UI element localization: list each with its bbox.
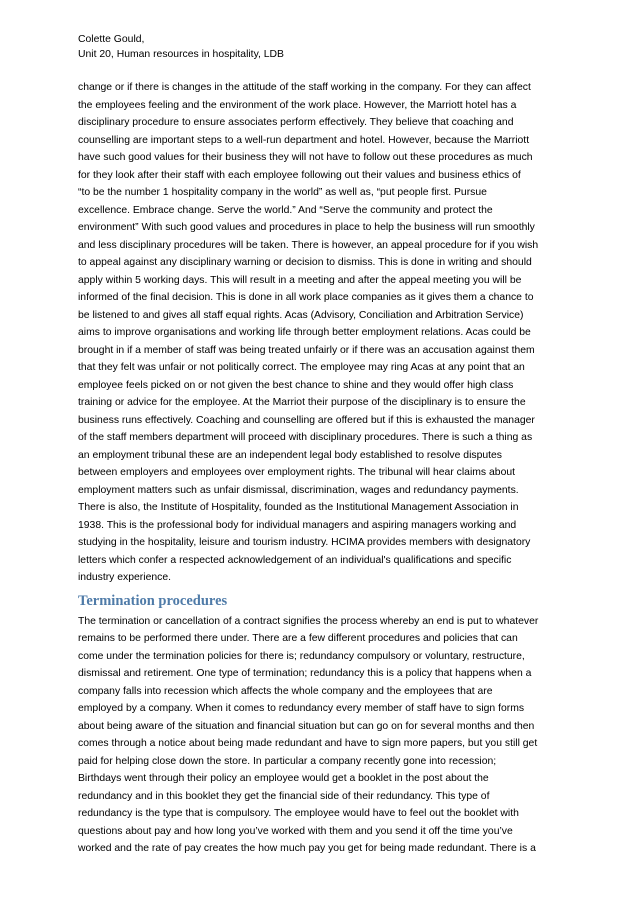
text-line: company falls into recession which affects the whole company and the employees that are	[78, 685, 493, 697]
text-line: There is also, the Institute of Hospitality, founded as the Institutional Management Association in	[78, 502, 519, 513]
text-line: Birthdays went through their policy an employee would get a booklet in the post about the	[78, 773, 489, 784]
text-line: the employees feeling and the environment of the work place. However, the Marriott hotel has a	[78, 99, 517, 111]
text-line: aims to improve organisations and working life through better employment relations. Acas could be	[78, 327, 531, 338]
text-line: an employment tribunal these are an independent legal body established to resolve disputes	[78, 449, 502, 461]
text-line: training or advice for the employee. At the Marriot their purpose of the disciplinary is to ensure the	[78, 397, 526, 408]
text-line: apply within 5 working days. This will result in a meeting and after the appeal meeting you will be	[78, 274, 522, 286]
text-line: studying in the hospitality, leisure and tourism industry. HCIMA provides members with designatory	[78, 537, 531, 548]
text-line: employee feels picked on or not given the best chance to shine and they would offer high class	[78, 379, 514, 391]
text-line: disciplinary procedure to ensure associates perform effectively. They believe that coaching and	[78, 117, 514, 128]
text-line: that they felt was unfair or not politically correct. The employee may ring Acas at any point that an	[78, 362, 525, 373]
text-line: and less disciplinary procedures will be taken. There is however, an appeal procedure for if you wish	[78, 239, 539, 251]
author-name: Colette Gould,	[78, 34, 145, 45]
text-line: change or if there is changes in the attitude of the staff working in the company. For they can affect	[78, 82, 531, 93]
text-line: redundancy and in this booklet they get the financial side of their redundancy. This type of	[78, 790, 490, 802]
text-line: questions about pay and how long you’ve worked with them and you send it off the time you’ve	[78, 825, 513, 837]
text-line: 1938. This is the professional body for individual managers and aspiring managers working and	[78, 519, 517, 531]
text-line: employed by a company. When it comes to redundancy every member of staff have to sign forms	[78, 703, 525, 714]
text-line: letters which confer a respected acknowledgement of an individual's qualifications and specific	[78, 554, 512, 566]
document-page	[78, 32, 563, 858]
text-line: business runs effectively. Coaching and counselling are offered but if this is exhausted the manager	[78, 414, 535, 426]
paragraph-discipline	[78, 79, 563, 587]
text-line: industry experience.	[78, 572, 171, 583]
text-line: comes through a notice about being made redundant and have to sign more papers, but you still get	[78, 738, 538, 749]
text-line: have such good values for their business they will not have to follow out these procedures as much	[78, 152, 533, 163]
text-line: to appeal against any disciplinary warning or decision to dismiss. This is done in writing and should	[78, 257, 532, 268]
document-header	[78, 32, 563, 62]
text-line: remains to be performed there under. There are a few different procedures and policies that can	[78, 633, 518, 644]
text-line: be listened to and gives all staff equal rights. Acas (Advisory, Conciliation and Arbitration Service)	[78, 309, 524, 321]
section-heading-termination: Termination procedures	[78, 592, 228, 609]
text-line: environment” With such good values and procedures in place to help the business will run smoothly	[78, 222, 535, 233]
unit-title: Unit 20, Human resources in hospitality, LDB	[78, 49, 284, 60]
text-line: redundancy is the type that is compulsory. The employee would have to feel out the booklet with	[78, 808, 519, 819]
text-line: counselling are important steps to a well-run department and hotel. However, because the Marriott	[78, 134, 530, 146]
text-line: of the staff members department will proceed with disciplinary procedures. There is such a thing as	[78, 432, 533, 443]
text-line: paid for helping close down the store. In particular a company recently gone into recession;	[78, 755, 497, 767]
text-line: informed of the final decision. This is done in all work place companies as it gives them a chance to	[78, 292, 534, 303]
text-line: between employers and employees over employment rights. The tribunal will hear claims about	[78, 467, 516, 478]
text-line: about being aware of the situation and financial situation but can go on for several months and then	[78, 720, 535, 732]
paragraph-termination	[78, 613, 563, 858]
text-line: “to be the number 1 hospitality company in the world” as well as, “put people first. Pursue	[78, 187, 487, 198]
text-line: excellence. Embrace change. Serve the world.” And “Serve the community and protect the	[78, 204, 493, 216]
text-line: worked and the rate of pay creates the how much pay you get for being made redundant. There is a	[78, 843, 536, 854]
text-line: The termination or cancellation of a contract signifies the process whereby an end is put to whatever	[78, 615, 539, 627]
text-line: brought in if a member of staff was being treated unfairly or if there was an accusation against them	[78, 344, 535, 356]
text-line: dismissal and retirement. One type of termination; redundancy this is a policy that happens when a	[78, 668, 532, 679]
text-line: come under the termination policies for there is; redundancy compulsory or voluntary, restructure,	[78, 650, 525, 662]
text-line: employment matters such as unfair dismissal, discrimination, wages and redundancy payments.	[78, 484, 519, 496]
text-line: for they look after their staff with each employee following out their values and business ethics of	[78, 169, 521, 181]
